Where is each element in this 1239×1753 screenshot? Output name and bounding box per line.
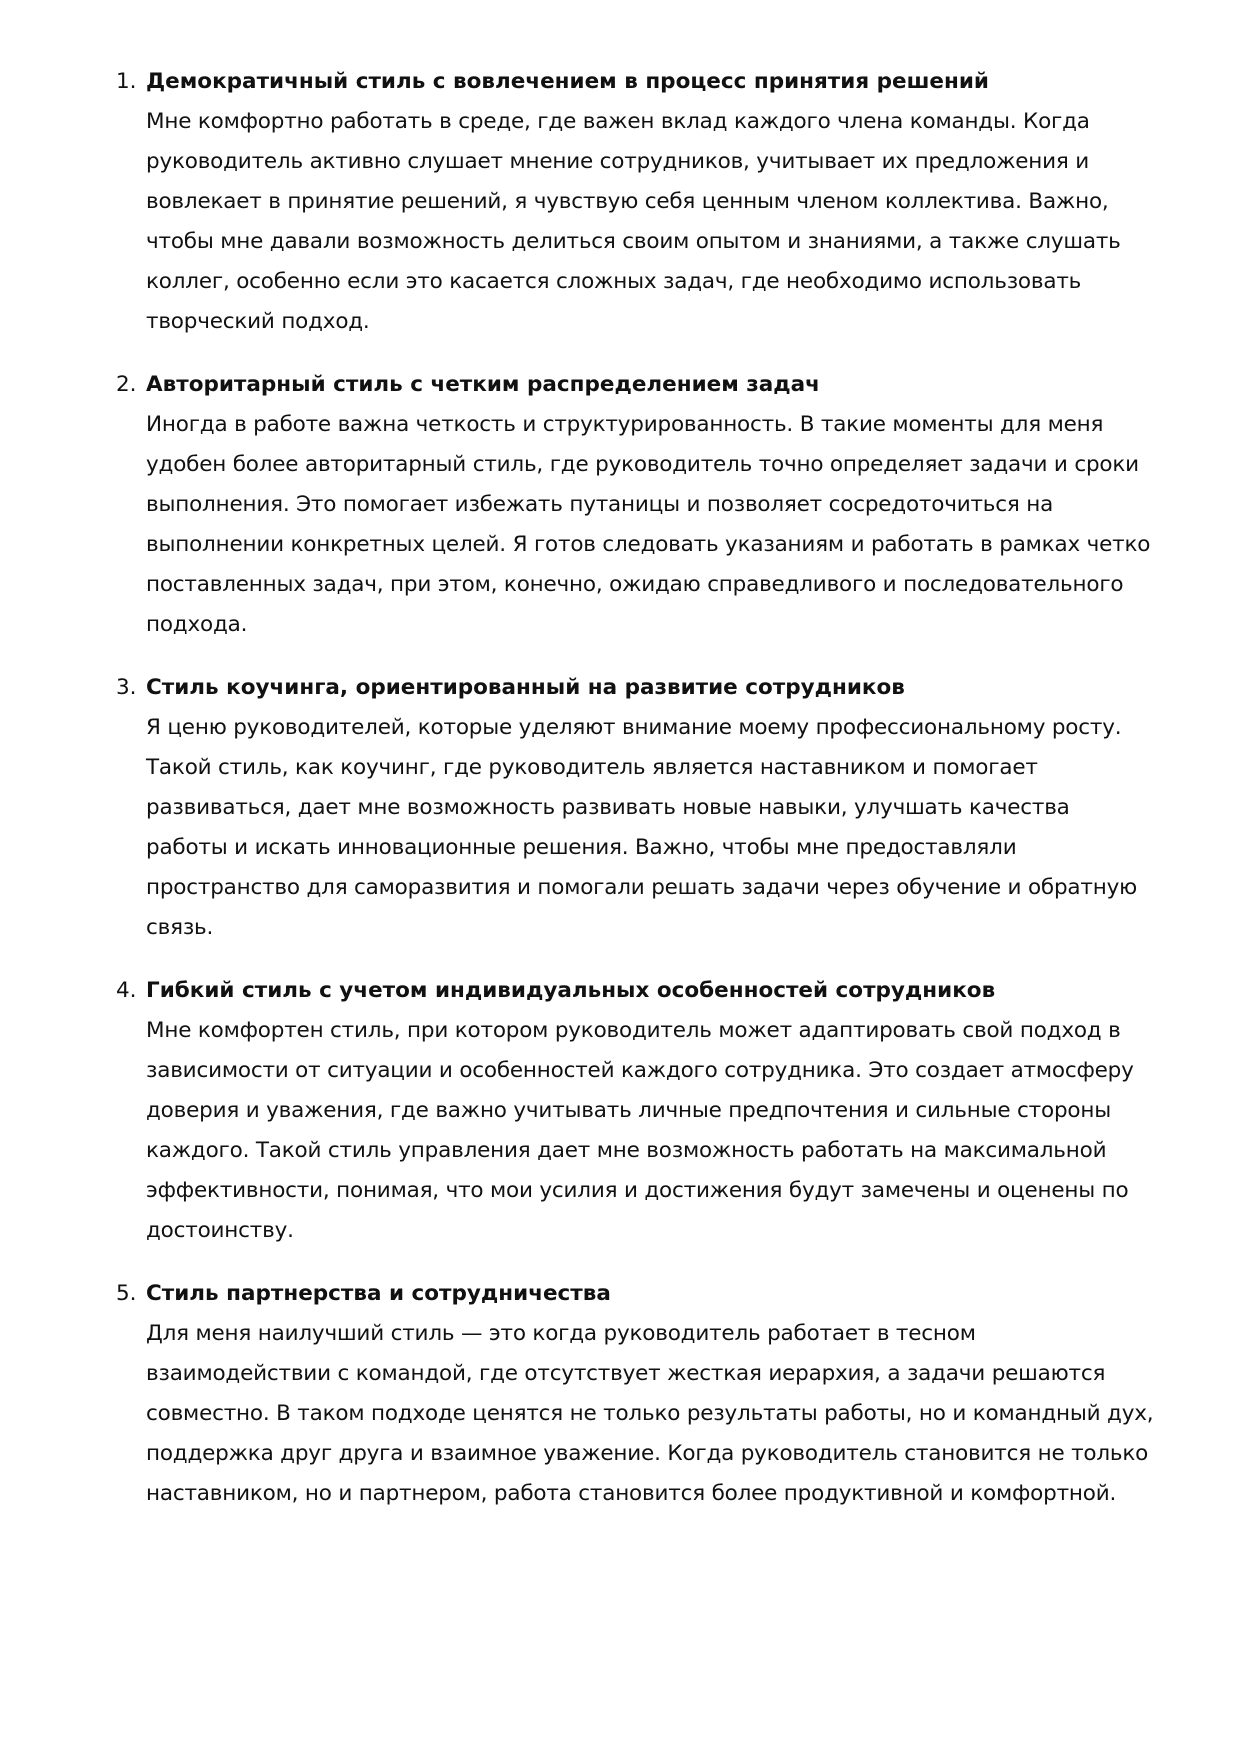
item-number: 2. bbox=[116, 372, 137, 397]
item-title: Демократичный стиль с вовлечением в процесс принятия решений bbox=[146, 69, 989, 94]
item-number: 5. bbox=[116, 1281, 137, 1306]
item-title: Авторитарный стиль с четким распределением задач bbox=[146, 372, 820, 397]
item-body: Для меня наилучший стиль — это когда руководитель работает в тесном взаимодействии с командой, где отсутствует жесткая иерархия, а задачи решаются совместно. В таком подходе ценятся не только результаты работы, но и командный дух, поддержка друг друга и взаимное уважение. Когда руководитель становится не только наставником, но и партнером, работа становится более продуктивной и комфортной. bbox=[146, 1321, 1154, 1506]
list-item bbox=[116, 62, 1156, 342]
item-title: Стиль коучинга, ориентированный на развитие сотрудников bbox=[146, 675, 905, 700]
list-item bbox=[116, 668, 1156, 948]
item-title: Гибкий стиль с учетом индивидуальных особенностей сотрудников bbox=[146, 978, 996, 1003]
list-item bbox=[116, 1274, 1156, 1514]
item-number: 4. bbox=[116, 978, 137, 1003]
item-body: Мне комфортен стиль, при котором руководитель может адаптировать свой подход в зависимости от ситуации и особенностей каждого сотрудника. Это создает атмосферу доверия и уважения, где важно учитывать личные предпочтения и сильные стороны каждого. Такой стиль управления дает мне возможность работать на максимальной эффективности, понимая, что мои усилия и достижения будут замечены и оценены по достоинству. bbox=[146, 1018, 1134, 1243]
list-item bbox=[116, 365, 1156, 645]
item-title: Стиль партнерства и сотрудничества bbox=[146, 1281, 611, 1306]
item-body: Мне комфортно работать в среде, где важен вклад каждого члена команды. Когда руководитель активно слушает мнение сотрудников, учитывает их предложения и вовлекает в принятие решений, я чувствую себя ценным членом коллектива. Важно, чтобы мне давали возможность делиться своим опытом и знаниями, а также слушать коллег, особенно если это касается сложных задач, где необходимо использовать творческий подход. bbox=[146, 109, 1121, 334]
list-item bbox=[116, 971, 1156, 1251]
item-number: 3. bbox=[116, 675, 137, 700]
item-number: 1. bbox=[116, 69, 137, 94]
item-body: Иногда в работе важна четкость и структурированность. В такие моменты для меня удобен более авторитарный стиль, где руководитель точно определяет задачи и сроки выполнения. Это помогает избежать путаницы и позволяет сосредоточиться на выполнении конкретных целей. Я готов следовать указаниям и работать в рамках четко поставленных задач, при этом, конечно, ожидаю справедливого и последовательного подхода. bbox=[146, 412, 1151, 637]
leadership-styles-list bbox=[116, 62, 1156, 1537]
item-body: Я ценю руководителей, которые уделяют внимание моему профессиональному росту. Такой стиль, как коучинг, где руководитель является наставником и помогает развиваться, дает мне возможность развивать новые навыки, улучшать качества работы и искать инновационные решения. Важно, чтобы мне предоставляли пространство для саморазвития и помогали решать задачи через обучение и обратную связь. bbox=[146, 715, 1137, 940]
